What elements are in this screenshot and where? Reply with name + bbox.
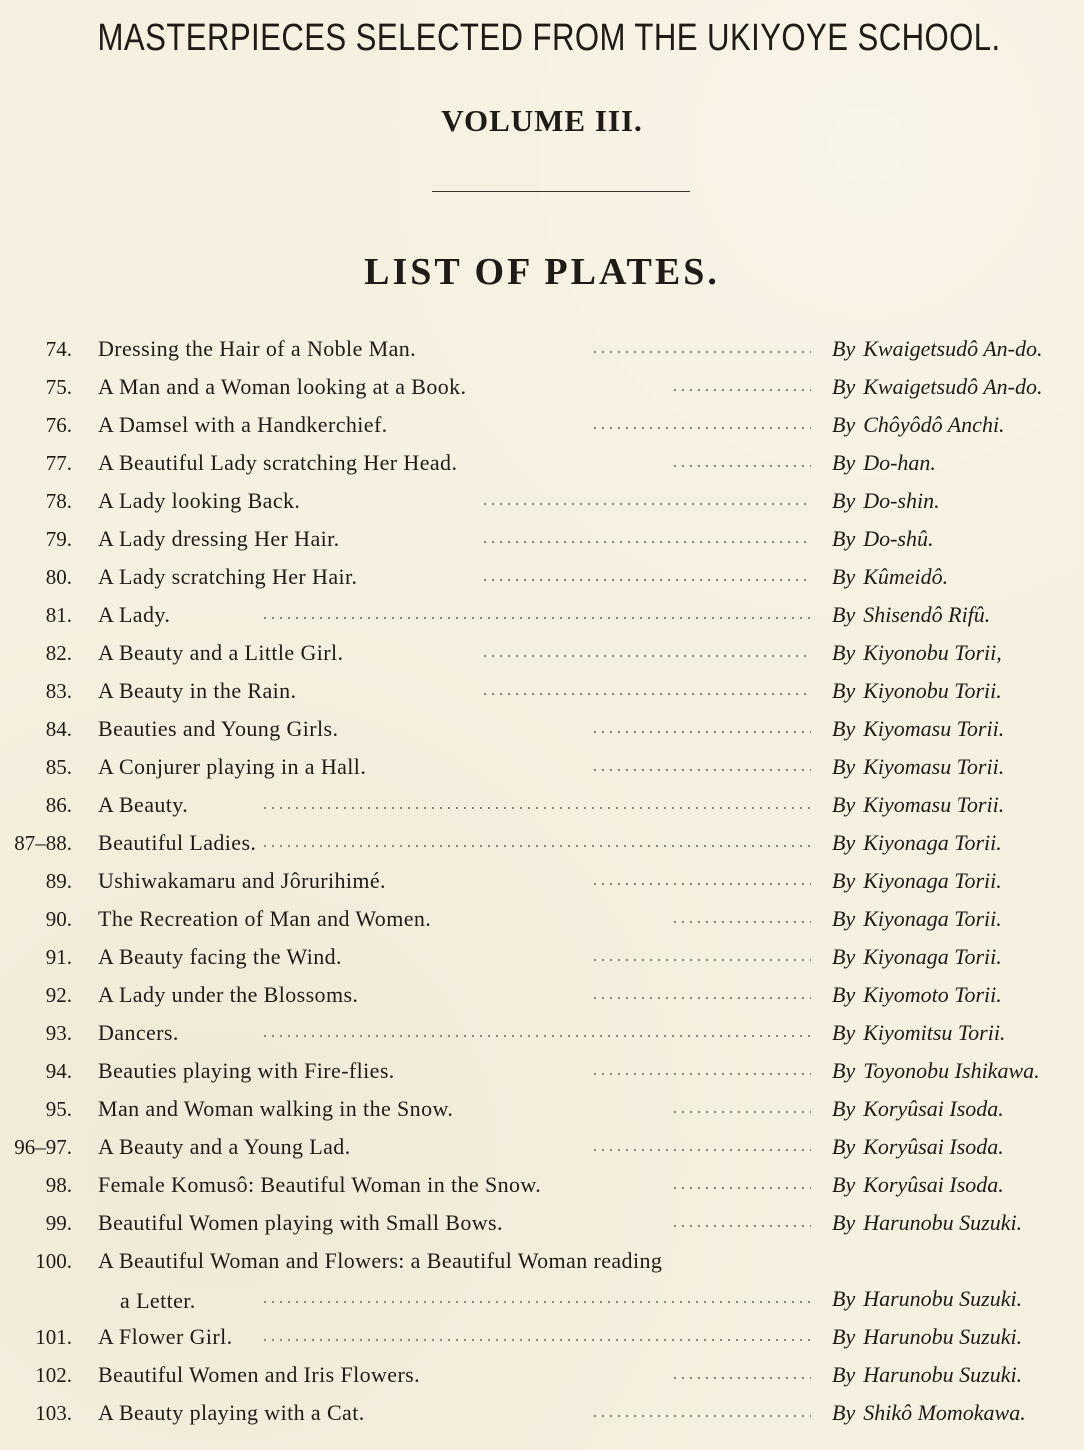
by-label: By <box>832 336 856 361</box>
plate-artist <box>832 868 1077 894</box>
plate-artist <box>832 1362 1077 1388</box>
dot-leader <box>261 617 811 619</box>
by-label: By <box>832 868 856 893</box>
by-label: By <box>832 526 856 551</box>
dot-leader <box>261 845 811 847</box>
by-label: By <box>832 602 856 627</box>
artist-name: Kiyonaga Torii. <box>863 868 1002 893</box>
plate-row <box>0 1093 1084 1131</box>
plate-number: 81. <box>45 603 72 627</box>
series-title: MASTERPIECES SELECTED FROM THE UKIYOYE SCHOOL. <box>97 17 1001 59</box>
plate-title: Dressing the Hair of a Noble Man. <box>98 336 417 361</box>
plate-row <box>0 1397 1084 1435</box>
plate-artist <box>832 450 1077 476</box>
plate-artist <box>832 982 1077 1008</box>
plate-title: Ushiwakamaru and Jôrurihimé. <box>98 868 386 893</box>
plate-title: A Beauty facing the Wind. <box>98 944 342 969</box>
plate-number: 101. <box>35 1325 72 1349</box>
plate-title: A Lady. <box>98 602 171 627</box>
plate-title-continuation: a Letter. <box>120 1288 196 1313</box>
dot-leader <box>591 1415 811 1417</box>
dot-leader <box>671 389 811 391</box>
plate-title: A Lady under the Blossoms. <box>98 982 359 1007</box>
plate-row <box>0 1207 1084 1245</box>
dot-leader <box>591 1073 811 1075</box>
plate-number: 76. <box>45 413 72 437</box>
plate-row <box>0 447 1084 485</box>
plate-artist <box>832 1172 1077 1198</box>
plate-number: 91. <box>45 945 72 969</box>
plate-row <box>0 865 1084 903</box>
plate-row <box>0 789 1084 827</box>
plate-artist <box>832 830 1077 856</box>
plate-row <box>0 979 1084 1017</box>
plate-row <box>0 675 1084 713</box>
artist-name: Koryûsai Isoda. <box>863 1172 1004 1197</box>
by-label: By <box>832 716 856 741</box>
dot-leader <box>481 503 811 505</box>
artist-name: Chôyôdô Anchi. <box>863 412 1005 437</box>
dot-leader <box>261 807 811 809</box>
plate-number: 102. <box>35 1363 72 1387</box>
artist-name: Harunobu Suzuki. <box>863 1324 1023 1349</box>
dot-leader <box>481 579 811 581</box>
artist-name: Kûmeidô. <box>863 564 949 589</box>
dot-leader <box>591 1149 811 1151</box>
plate-row <box>0 903 1084 941</box>
plate-artist <box>832 678 1077 704</box>
plate-artist <box>832 564 1077 590</box>
plate-number: 82. <box>45 641 72 665</box>
list-title: LIST OF PLATES. <box>364 251 720 293</box>
artist-name: Kiyonaga Torii. <box>863 944 1002 969</box>
plate-number: 90. <box>45 907 72 931</box>
plate-number: 83. <box>45 679 72 703</box>
plate-row <box>0 637 1084 675</box>
artist-name: Shikô Momokawa. <box>863 1400 1026 1425</box>
plate-title: A Lady scratching Her Hair. <box>98 564 358 589</box>
plate-title: A Flower Girl. <box>98 1324 233 1349</box>
plate-artist <box>832 1286 1077 1312</box>
artist-name: Do-shin. <box>863 488 940 513</box>
artist-name: Shisendô Rifû. <box>863 602 991 627</box>
artist-name: Do-shû. <box>863 526 934 551</box>
by-label: By <box>832 792 856 817</box>
by-label: By <box>832 1058 856 1083</box>
plate-row <box>0 409 1084 447</box>
by-label: By <box>832 906 856 931</box>
plate-title: A Beautiful Lady scratching Her Head. <box>98 450 458 475</box>
artist-name: Koryûsai Isoda. <box>863 1096 1004 1121</box>
plate-title: A Man and a Woman looking at a Book. <box>98 374 467 399</box>
plate-row <box>0 1245 1084 1321</box>
plate-artist <box>832 1210 1077 1236</box>
dot-leader <box>591 959 811 961</box>
dot-leader <box>261 1339 811 1341</box>
dot-leader <box>591 731 811 733</box>
artist-name: Harunobu Suzuki. <box>863 1210 1023 1235</box>
dot-leader <box>671 1111 811 1113</box>
plate-row <box>0 599 1084 637</box>
plate-title: Beauties playing with Fire-flies. <box>98 1058 395 1083</box>
artist-name: Kiyonobu Torii, <box>863 640 1002 665</box>
plate-title: Man and Woman walking in the Snow. <box>98 1096 454 1121</box>
plate-title: A Lady looking Back. <box>98 488 301 513</box>
dot-leader <box>591 427 811 429</box>
artist-name: Kiyomasu Torii. <box>863 792 1005 817</box>
plate-title: A Beauty. <box>98 792 189 817</box>
by-label: By <box>832 374 856 399</box>
dot-leader <box>261 1035 811 1037</box>
dot-leader <box>591 997 811 999</box>
plate-number: 100. <box>35 1249 72 1273</box>
plate-row <box>0 1359 1084 1397</box>
plate-row <box>0 827 1084 865</box>
dot-leader <box>671 1377 811 1379</box>
artist-name: Harunobu Suzuki. <box>863 1362 1023 1387</box>
plate-title <box>98 1248 798 1314</box>
by-label: By <box>832 678 856 703</box>
plate-artist <box>832 336 1077 362</box>
plate-number: 94. <box>45 1059 72 1083</box>
plate-artist <box>832 792 1077 818</box>
plate-row <box>0 1321 1084 1359</box>
plate-number: 92. <box>45 983 72 1007</box>
dot-leader <box>591 351 811 353</box>
plate-number: 86. <box>45 793 72 817</box>
plate-title: A Damsel with a Handkerchief. <box>98 412 388 437</box>
artist-name: Do-han. <box>863 450 936 475</box>
plate-number: 77. <box>45 451 72 475</box>
by-label: By <box>832 1134 856 1159</box>
plate-title: Beauties and Young Girls. <box>98 716 339 741</box>
artist-name: Kiyomasu Torii. <box>863 716 1005 741</box>
dot-leader <box>261 1301 811 1303</box>
artist-name: Kiyonaga Torii. <box>863 830 1002 855</box>
plate-title: The Recreation of Man and Women. <box>98 906 432 931</box>
plate-title: Beautiful Women and Iris Flowers. <box>98 1362 421 1387</box>
plate-title-line: A Beautiful Woman and Flowers: a Beautiful Woman reading <box>98 1248 663 1273</box>
by-label: By <box>832 944 856 969</box>
title-rule <box>432 191 690 192</box>
plate-number: 75. <box>45 375 72 399</box>
plate-row <box>0 713 1084 751</box>
dot-leader <box>591 769 811 771</box>
plate-number: 78. <box>45 489 72 513</box>
plate-artist <box>832 906 1077 932</box>
by-label: By <box>832 1400 856 1425</box>
plate-artist <box>832 1134 1077 1160</box>
plate-row <box>0 1017 1084 1055</box>
artist-name: Kiyomitsu Torii. <box>863 1020 1006 1045</box>
dot-leader <box>671 921 811 923</box>
plates-list <box>0 333 1084 1435</box>
by-label: By <box>832 1096 856 1121</box>
plate-row <box>0 1131 1084 1169</box>
plate-artist <box>832 526 1077 552</box>
plate-title: A Beauty and a Young Lad. <box>98 1134 351 1159</box>
by-label: By <box>832 1362 856 1387</box>
artist-name: Koryûsai Isoda. <box>863 1134 1004 1159</box>
plate-artist <box>832 716 1077 742</box>
plate-number: 96–97. <box>14 1135 72 1159</box>
by-label: By <box>832 488 856 513</box>
plate-number: 93. <box>45 1021 72 1045</box>
plate-row <box>0 1169 1084 1207</box>
volume-title: VOLUME III. <box>441 103 643 138</box>
artist-name: Kiyonobu Torii. <box>863 678 1002 703</box>
by-label: By <box>832 1324 856 1349</box>
by-label: By <box>832 1020 856 1045</box>
plate-number: 95. <box>45 1097 72 1121</box>
plate-number: 103. <box>35 1401 72 1425</box>
dot-leader <box>481 541 811 543</box>
by-label: By <box>832 412 856 437</box>
plate-title: Female Komusô: Beautiful Woman in the Snow. <box>98 1172 542 1197</box>
by-label: By <box>832 450 856 475</box>
plate-row <box>0 333 1084 371</box>
plate-row <box>0 561 1084 599</box>
plate-row <box>0 485 1084 523</box>
dot-leader <box>591 883 811 885</box>
plate-number: 89. <box>45 869 72 893</box>
plate-number: 85. <box>45 755 72 779</box>
dot-leader <box>671 465 811 467</box>
dot-leader <box>481 655 811 657</box>
plate-title: Dancers. <box>98 1020 179 1045</box>
dot-leader <box>671 1225 811 1227</box>
plate-artist <box>832 602 1077 628</box>
plate-number: 79. <box>45 527 72 551</box>
by-label: By <box>832 1286 856 1311</box>
dot-leader <box>671 1187 811 1189</box>
artist-name: Kwaigetsudô An-do. <box>863 336 1043 361</box>
by-label: By <box>832 830 856 855</box>
plate-title: Beautiful Ladies. <box>98 830 257 855</box>
plate-title: A Lady dressing Her Hair. <box>98 526 340 551</box>
plate-number: 87–88. <box>14 831 72 855</box>
plate-number: 98. <box>45 1173 72 1197</box>
plate-number: 80. <box>45 565 72 589</box>
plate-title: A Beauty and a Little Girl. <box>98 640 344 665</box>
by-label: By <box>832 640 856 665</box>
artist-name: Toyonobu Ishikawa. <box>863 1058 1040 1083</box>
plate-artist <box>832 640 1077 666</box>
plate-artist <box>832 1400 1077 1426</box>
plate-title: A Beauty playing with a Cat. <box>98 1400 365 1425</box>
by-label: By <box>832 982 856 1007</box>
plate-row <box>0 1055 1084 1093</box>
plate-artist <box>832 1096 1077 1122</box>
by-label: By <box>832 754 856 779</box>
plate-artist <box>832 944 1077 970</box>
by-label: By <box>832 564 856 589</box>
by-label: By <box>832 1210 856 1235</box>
plate-row <box>0 523 1084 561</box>
artist-name: Harunobu Suzuki. <box>863 1286 1023 1311</box>
dot-leader <box>481 693 811 695</box>
artist-name: Kwaigetsudô An-do. <box>863 374 1043 399</box>
by-label: By <box>832 1172 856 1197</box>
plate-artist <box>832 754 1077 780</box>
plate-title: Beautiful Women playing with Small Bows. <box>98 1210 503 1235</box>
artist-name: Kiyomoto Torii. <box>863 982 1002 1007</box>
plate-number: 84. <box>45 717 72 741</box>
plate-row <box>0 751 1084 789</box>
plate-row <box>0 941 1084 979</box>
plate-row <box>0 371 1084 409</box>
plate-artist <box>832 1324 1077 1350</box>
plate-artist <box>832 412 1077 438</box>
plate-title: A Conjurer playing in a Hall. <box>98 754 367 779</box>
plate-artist <box>832 374 1077 400</box>
artist-name: Kiyonaga Torii. <box>863 906 1002 931</box>
plate-artist <box>832 1020 1077 1046</box>
plate-number: 74. <box>45 337 72 361</box>
plate-number: 99. <box>45 1211 72 1235</box>
plate-title: A Beauty in the Rain. <box>98 678 297 703</box>
plate-artist <box>832 488 1077 514</box>
plate-artist <box>832 1058 1077 1084</box>
artist-name: Kiyomasu Torii. <box>863 754 1005 779</box>
